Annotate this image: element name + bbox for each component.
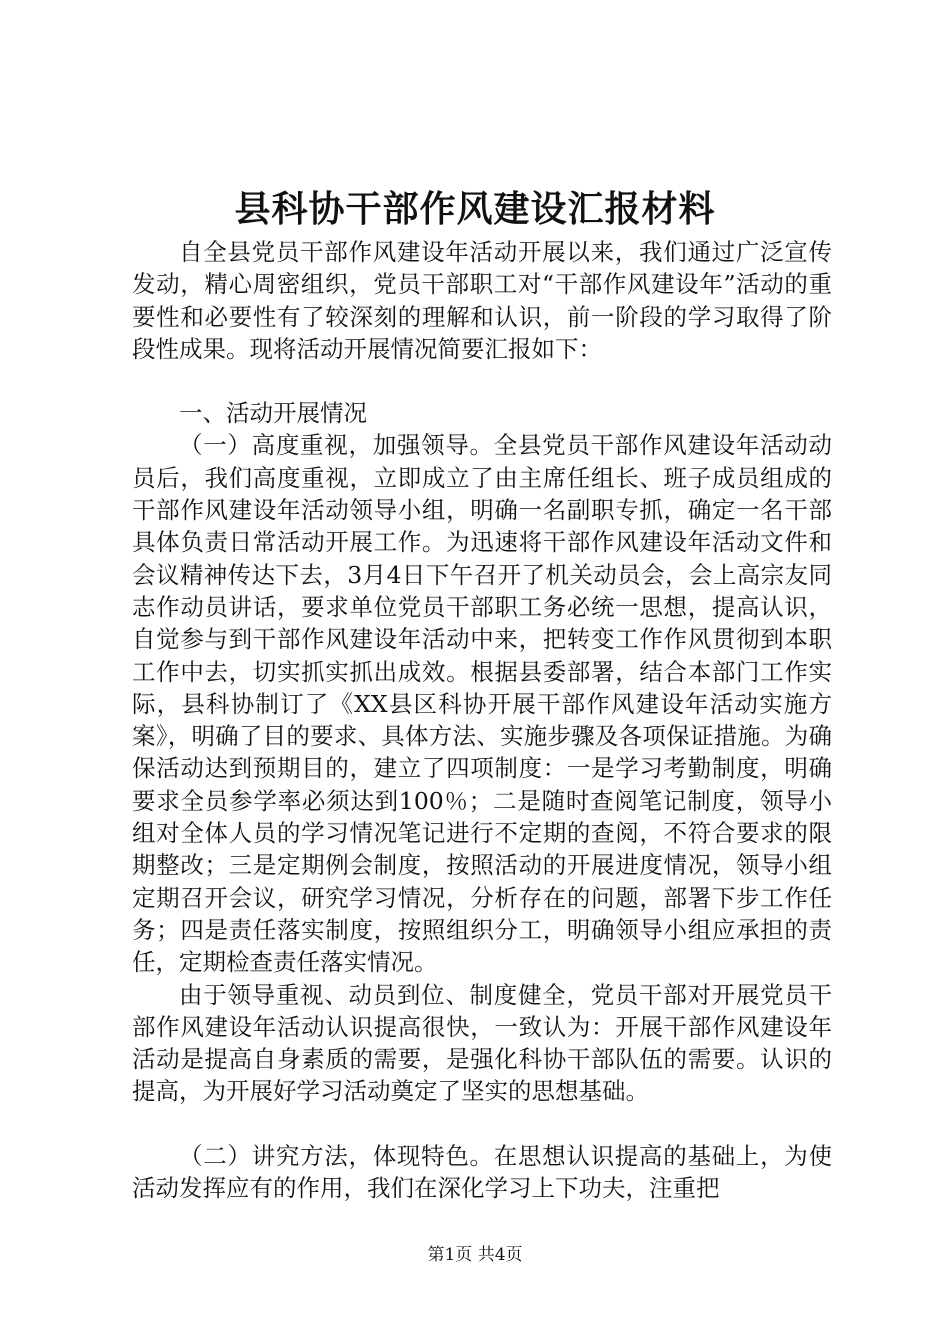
body-paragraph: （一）高度重视，加强领导。全县党员干部作风建设年活动动员后，我们高度重视，立即成立了由主席任组长、班子成员组成的干部作风建设年活动领导小组，明确一名副职专抓，确定一名干部具体负责日常活动开展工作。为迅速将干部作风建设年活动文件和会议精神传达下去，3月4日下午召开了机关动员会，会上高宗友同志作动员讲话，要求单位党员干部职工务必统一思想，提高认识，自觉参与到干部作风建设年活动中来，把转变工作作风贯彻到本职工作中去，切实抓实抓出成效。根据县委部署，结合本部门工作实际，县科协制订了《XX县区科协开展干部作风建设年活动实施方案》，明确了目的要求、具体方法、实施步骤及各项保证措施。为确保活动达到预期目的，建立了四项制度：一是学习考勤制度，明确要求全员参学率必须达到100％；二是随时查阅笔记制度，领导小组对全体人员的学习情况笔记进行不定期的查阅，不符合要求的限期整改；三是定期例会制度，按照活动的开展进度情况，领导小组定期召开会议，研究学习情况，分析存在的问题，部署下步工作任务；四是责任落实制度，按照组织分工，明确领导小组应承担的责任，定期检查责任落实情况。	[132, 431, 832, 977]
intro-paragraph: 自全县党员干部作风建设年活动开展以来，我们通过广泛宣传发动，精心周密组织，党员干部职工对“干部作风建设年”活动的重要性和必要性有了较深刻的理解和认识，前一阶段的学习取得了阶段性成果。现将活动开展情况简要汇报如下：	[132, 238, 832, 363]
section-heading: 一、活动开展情况	[179, 399, 367, 428]
body-paragraph: 由于领导重视、动员到位、制度健全，党员干部对开展党员干部作风建设年活动认识提高很快，一致认为：开展干部作风建设年活动是提高自身素质的需要，是强化科协干部队伍的需要。认识的提高，为开展好学习活动奠定了坚实的思想基础。	[132, 980, 832, 1106]
document-title: 县科协干部作风建设汇报材料	[234, 188, 716, 230]
body-paragraph: （二）讲究方法，体现特色。在思想认识提高的基础上，为使活动发挥应有的作用，我们在深化学习上下功夫，注重把	[132, 1141, 832, 1203]
document-body	[132, 236, 832, 1204]
page-footer: 第1页 共4页	[427, 1245, 523, 1265]
paragraph-gap	[132, 365, 832, 397]
paragraph-gap	[132, 1108, 832, 1140]
